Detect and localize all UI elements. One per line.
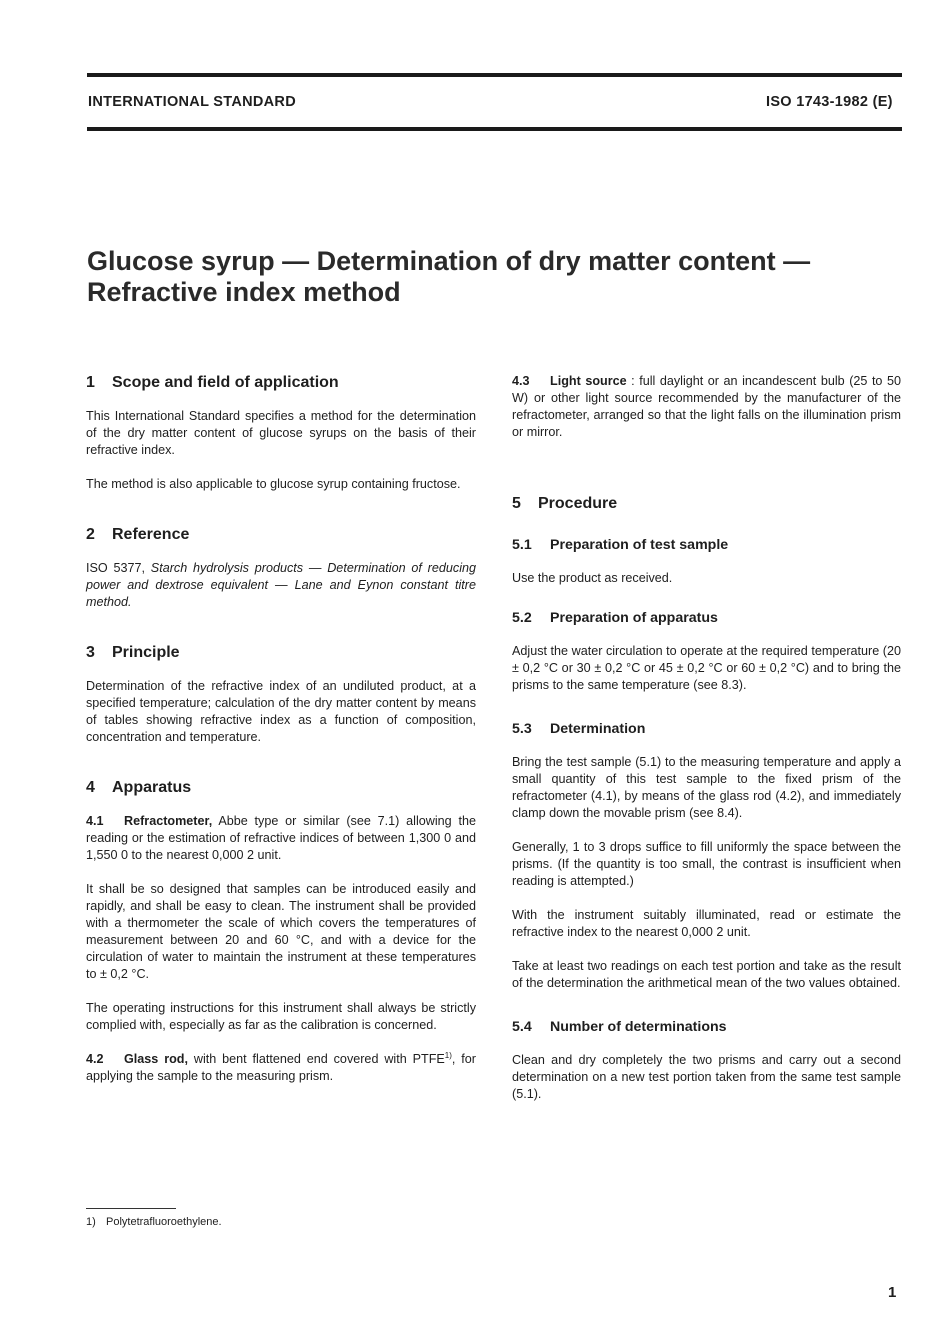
section-title: Principle xyxy=(112,644,180,661)
clause-text: Abbe type or similar (see 7.1) allowing the reading or the estimation of refractive indices of between 1,300 0 and 1,550 0 to the nearest 0,000 2 unit. xyxy=(86,814,476,862)
footnote xyxy=(86,1216,222,1228)
clause-text: : full daylight or an incandescent bulb (25 to 50 W) or other light source recommended by the manufacturer of the refractometer, arranged so that the light falls on the illumination prism or mirror. xyxy=(512,374,901,439)
section-number: 2 xyxy=(86,526,95,543)
clause-text-continued: , for applying the sample to the measuring prism. xyxy=(86,1052,477,1083)
document-title xyxy=(87,246,887,308)
clause-5-2-heading xyxy=(512,609,901,627)
clause-4-1-paragraph-3: The operating instructions for this instrument shall always be strictly complied with, especially as far as the calibration is concerned. xyxy=(86,1001,476,1032)
section-number: 5 xyxy=(512,495,521,512)
section-1-paragraph-1: This International Standard specifies a method for the determination of the dry matter content of glucose syrups on the basis of their refractive index. xyxy=(86,409,476,457)
clause-text: with bent flattened end covered with PTFE xyxy=(193,1052,445,1066)
section-2-heading xyxy=(86,525,476,545)
title-line-1: Glucose syrup — Determination of dry matter content — xyxy=(87,246,811,276)
clause-number: 4.3 xyxy=(512,374,530,388)
title-line-2: Refractive index method xyxy=(87,277,401,307)
clause-title: Preparation of apparatus xyxy=(550,610,718,626)
section-1-paragraph-2: The method is also applicable to glucose syrup containing fructose. xyxy=(86,477,461,491)
clause-term: Glass rod, xyxy=(124,1052,188,1066)
section-number: 4 xyxy=(86,779,95,796)
section-title: Apparatus xyxy=(112,779,192,796)
left-column xyxy=(86,373,476,1085)
clause-5-4-paragraph: Clean and dry completely the two prisms and carry out a second determination on a new test portion taken from the same test sample (5.1). xyxy=(512,1053,901,1101)
section-4-heading xyxy=(86,778,476,798)
clause-title: Number of determinations xyxy=(550,1019,727,1035)
section-number: 3 xyxy=(86,644,95,661)
clause-number: 5.3 xyxy=(512,721,532,737)
clause-5-4-heading xyxy=(512,1018,901,1036)
reference-title: Starch hydrolysis products — Determination of reducing power and dextrose equivalent — Lane and Eynon constant titre method. xyxy=(86,561,476,609)
section-title: Scope and field of application xyxy=(112,374,339,391)
footnote-reference: 1) xyxy=(444,1050,452,1060)
clause-5-2-paragraph: Adjust the water circulation to operate at the required temperature (20 ± 0,2 °C or 30 ± 0,2 °C or 45 ± 0,2 °C or 60 ± 0,2 °C) and to bring the prisms to the same temperature (see 8.3). xyxy=(512,644,901,692)
reference-code: ISO 5377, xyxy=(86,561,145,575)
footnote-divider xyxy=(86,1208,176,1209)
header-top-rule xyxy=(87,73,902,77)
header-left: INTERNATIONAL STANDARD xyxy=(88,94,296,110)
clause-title: Determination xyxy=(550,721,646,737)
clause-4-3-paragraph xyxy=(512,373,901,441)
section-3-heading xyxy=(86,643,476,663)
section-1-heading xyxy=(86,373,476,393)
right-column xyxy=(512,373,901,1103)
footnote-mark: 1) xyxy=(86,1216,96,1228)
section-5-heading xyxy=(512,494,901,514)
clause-5-3-paragraph-3: With the instrument suitably illuminated, read or estimate the refractive index to the nearest 0,000 2 unit. xyxy=(512,908,901,939)
clause-5-1-paragraph: Use the product as received. xyxy=(512,571,673,585)
header-bottom-rule xyxy=(87,127,902,131)
clause-5-3-paragraph-4: Take at least two readings on each test portion and take as the result of the determination the arithmetical mean of the two values obtained. xyxy=(512,959,901,990)
clause-5-3-paragraph-2: Generally, 1 to 3 drops suffice to fill uniformly the space between the prisms. (If the quantity is too small, the contrast is insufficient when reading is attempted.) xyxy=(512,840,901,888)
reference-paragraph xyxy=(86,560,476,611)
section-title: Procedure xyxy=(538,495,618,512)
clause-term: Light source xyxy=(550,374,627,388)
header-right: ISO 1743-1982 (E) xyxy=(766,94,893,110)
clause-5-3-heading xyxy=(512,720,901,738)
section-3-paragraph-1: Determination of the refractive index of an undiluted product, at a specified temperature; calculation of the dry matter content by means of tables showing refractive index as a function of composition, concentration and temperature. xyxy=(86,679,476,744)
section-number: 1 xyxy=(86,374,95,391)
clause-number: 5.1 xyxy=(512,537,532,553)
section-title: Reference xyxy=(112,526,190,543)
clause-number: 5.4 xyxy=(512,1019,532,1035)
clause-5-1-heading xyxy=(512,536,901,554)
clause-5-3-paragraph-1: Bring the test sample (5.1) to the measuring temperature and apply a small quantity of this test sample to the fixed prism of the refractometer (4.1), by means of the glass rod (4.2), and immediately clamp down the movable prism (see 8.4). xyxy=(512,755,901,820)
clause-number: 5.2 xyxy=(512,610,532,626)
clause-title: Preparation of test sample xyxy=(550,537,729,553)
footnote-text: Polytetrafluoroethylene. xyxy=(106,1216,222,1228)
page-number: 1 xyxy=(888,1284,897,1301)
clause-number: 4.2 xyxy=(86,1052,104,1066)
clause-4-2-paragraph xyxy=(86,1051,476,1085)
clause-4-1-paragraph-1 xyxy=(86,813,476,864)
clause-4-1-paragraph-2: It shall be so designed that samples can be introduced easily and rapidly, and shall be easy to clean. The instrument shall be provided with a thermometer the scale of which covers the temperatures of measurement between 20 and 60 °C, and with a device for the circulation of water to maintain the instrument at these temperatures to ± 0,2 °C. xyxy=(86,882,476,981)
clause-term: Refractometer, xyxy=(124,814,213,828)
clause-number: 4.1 xyxy=(86,814,104,828)
